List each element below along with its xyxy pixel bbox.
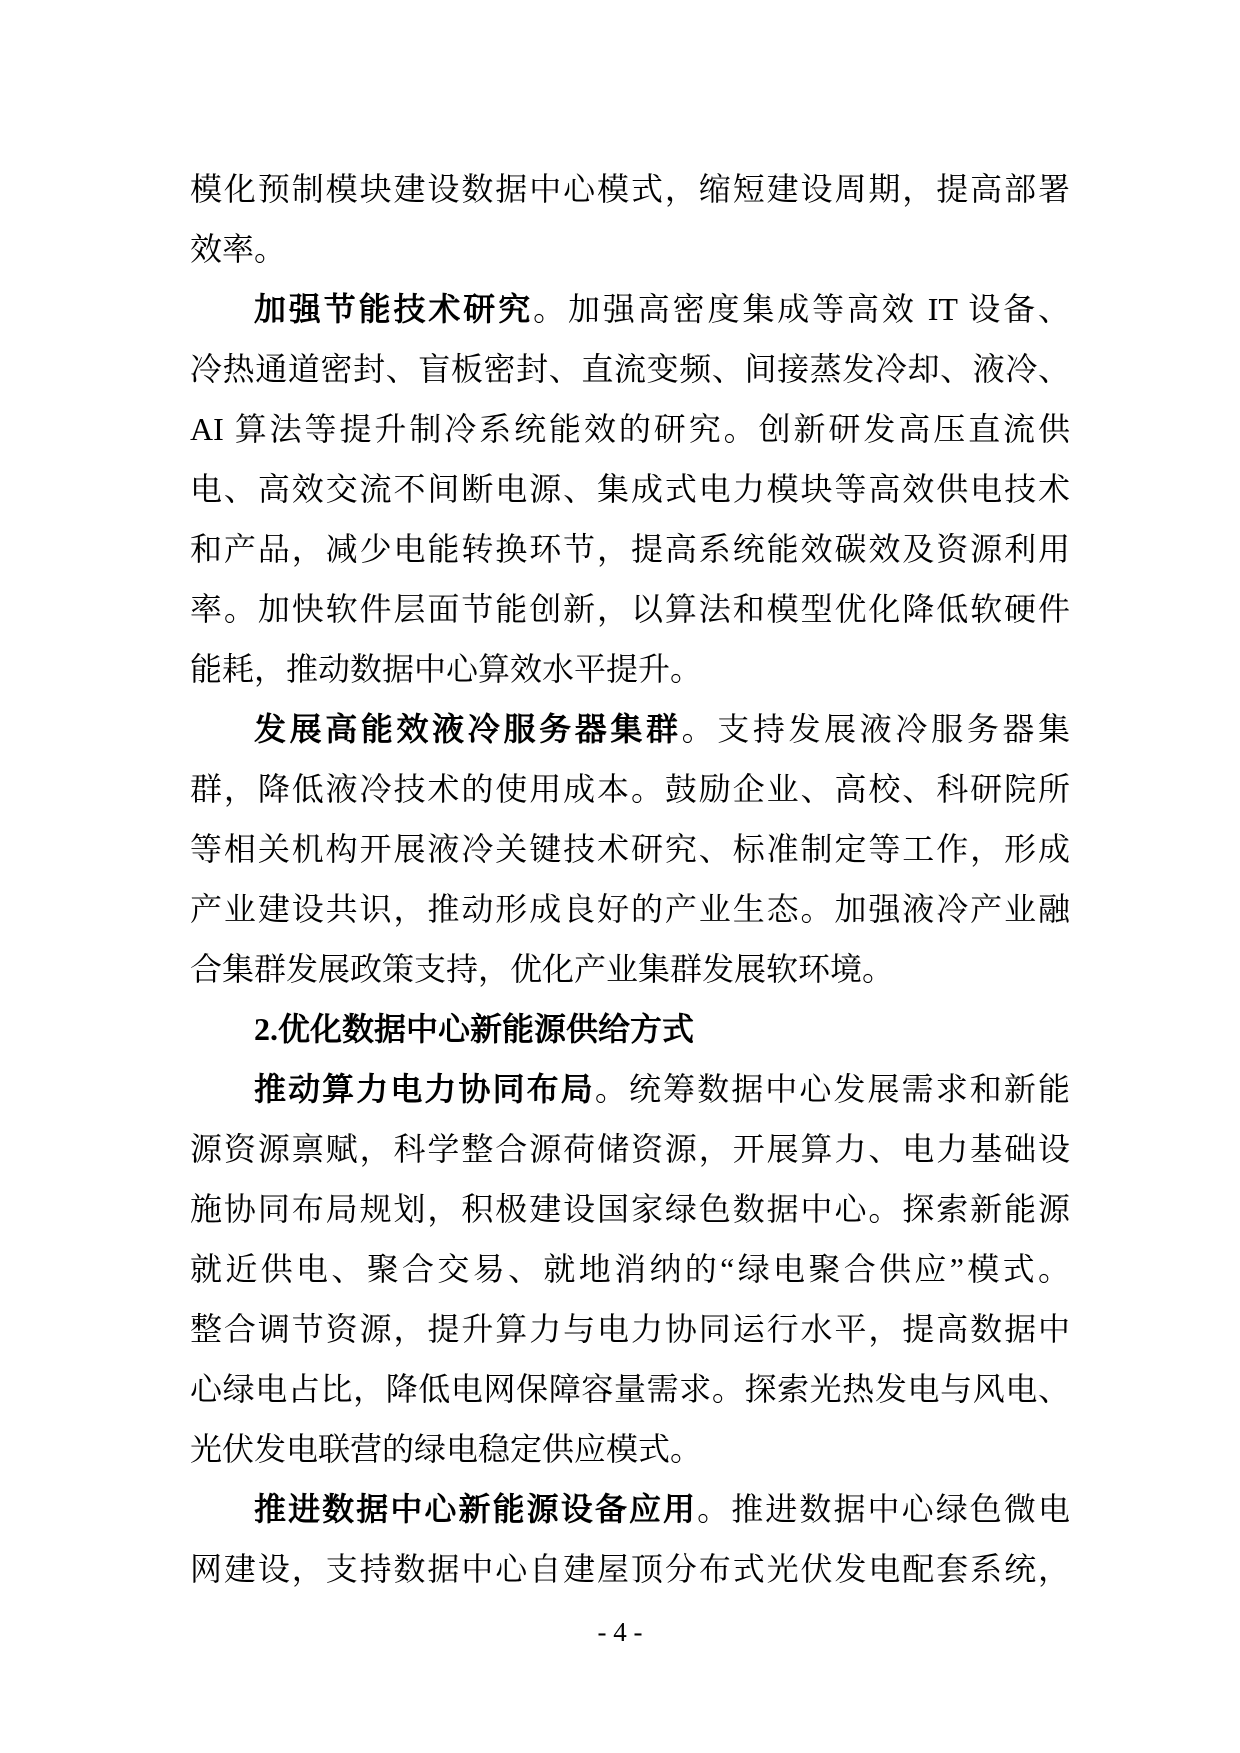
line-text: 效率。 <box>190 231 287 267</box>
text-line <box>190 579 1070 639</box>
text-line <box>190 759 1070 819</box>
text-line <box>190 339 1070 399</box>
text-line <box>190 879 1070 939</box>
text-line <box>190 1119 1070 1179</box>
line-text: 电、高效交流不间断电源、集成式电力模块等高效供电技术 <box>190 471 1070 507</box>
page-number: - 4 - <box>597 1617 643 1647</box>
line-text: 率。加快软件层面节能创新，以算法和模型优化降低软硬件 <box>190 591 1070 627</box>
text-line paragraph-first-line <box>190 1479 1070 1539</box>
text-line <box>190 519 1070 579</box>
line-text: 施协同布局规划，积极建设国家绿色数据中心。探索新能源 <box>190 1191 1070 1227</box>
text-line paragraph-last-line <box>190 219 1070 279</box>
text-line paragraph-last-line <box>190 639 1070 699</box>
document-content <box>190 159 1070 1599</box>
text-line <box>190 1539 1070 1599</box>
line-text: 光伏发电联营的绿电稳定供应模式。 <box>190 1431 703 1467</box>
text-line <box>190 459 1070 519</box>
line-text: 能耗，推动数据中心算效水平提升。 <box>190 651 703 687</box>
text-line <box>190 819 1070 879</box>
line-text: 网建设，支持数据中心自建屋顶分布式光伏发电配套系统， <box>190 1551 1070 1587</box>
text-line paragraph-first-line <box>190 1059 1070 1119</box>
paragraph-lead: 加强节能技术研究 <box>254 291 534 327</box>
line-text: 。加强高密度集成等高效 IT 设备、 <box>533 291 1070 327</box>
paragraph-lead: 发展高能效液冷服务器集群 <box>254 711 682 747</box>
paragraph-lead: 推动算力电力协同布局 <box>254 1071 595 1107</box>
section-heading <box>190 999 1070 1059</box>
line-text: 群，降低液冷技术的使用成本。鼓励企业、高校、科研院所 <box>190 771 1070 807</box>
paragraph-lead: 推进数据中心新能源设备应用 <box>254 1491 698 1527</box>
line-text: 等相关机构开展液冷关键技术研究、标准制定等工作，形成 <box>190 831 1070 867</box>
text-line paragraph-last-line <box>190 939 1070 999</box>
text-line paragraph-first-line <box>190 279 1070 339</box>
text-line <box>190 1299 1070 1359</box>
text-line paragraph-last-line <box>190 1419 1070 1479</box>
line-text: 。推进数据中心绿色微电 <box>697 1491 1070 1527</box>
line-text: 整合调节资源，提升算力与电力协同运行水平，提高数据中 <box>190 1311 1070 1347</box>
line-text: 就近供电、聚合交易、就地消纳的“绿电聚合供应”模式。 <box>190 1251 1070 1287</box>
text-line <box>190 1359 1070 1419</box>
text-line <box>190 1179 1070 1239</box>
line-text: 和产品，减少电能转换环节，提高系统能效碳效及资源利用 <box>190 531 1070 567</box>
text-line paragraph-first-line <box>190 699 1070 759</box>
line-text: 合集群发展政策支持，优化产业集群发展软环境。 <box>190 951 895 987</box>
text-line <box>190 159 1070 219</box>
section-heading-text: 2.优化数据中心新能源供给方式 <box>254 1011 695 1047</box>
line-text: 。支持发展液冷服务器集 <box>681 711 1070 747</box>
line-text: 冷热通道密封、盲板密封、直流变频、间接蒸发冷却、液冷、 <box>190 351 1070 387</box>
line-text: AI 算法等提升制冷系统能效的研究。创新研发高压直流供 <box>190 411 1070 447</box>
line-text: 源资源禀赋，科学整合源荷储资源，开展算力、电力基础设 <box>190 1131 1070 1167</box>
text-line <box>190 399 1070 459</box>
line-text: 心绿电占比，降低电网保障容量需求。探索光热发电与风电、 <box>190 1371 1070 1407</box>
line-text: 。统筹数据中心发展需求和新能 <box>594 1071 1070 1107</box>
line-text: 产业建设共识，推动形成良好的产业生态。加强液冷产业融 <box>190 891 1070 927</box>
text-line <box>190 1239 1070 1299</box>
line-text: 模化预制模块建设数据中心模式，缩短建设周期，提高部署 <box>190 171 1070 207</box>
